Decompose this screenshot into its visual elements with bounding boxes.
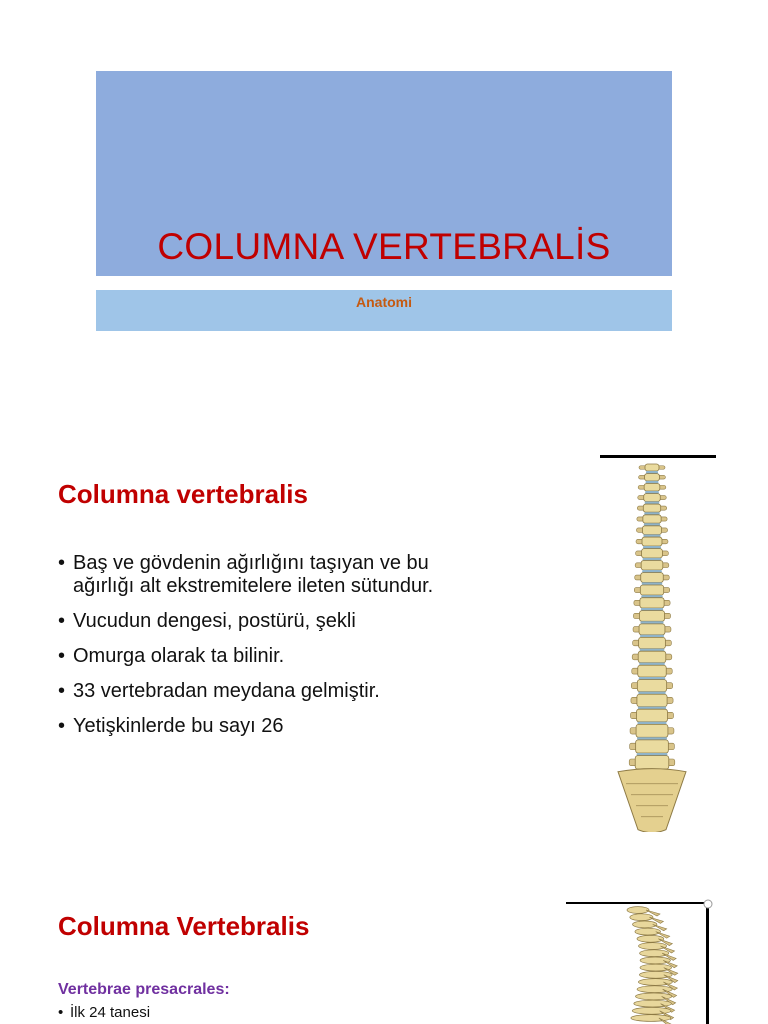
vertebra-body — [637, 694, 667, 706]
vertebral-column-lateral — [627, 907, 678, 1024]
bullet-text: İlk 24 tanesi — [70, 1004, 151, 1021]
vertebra-body — [645, 474, 660, 481]
bullet-list — [58, 552, 528, 750]
bullet-text: Baş ve gövdenin ağırlığını taşıyan ve bu — [73, 552, 429, 574]
slide-frame-line — [706, 902, 709, 1024]
bullet-text: Omurga olarak ta bilinir. — [73, 645, 285, 667]
bullet-item — [58, 1003, 150, 1023]
vertebra-body — [637, 935, 664, 942]
vertebra-body — [642, 549, 663, 558]
vertebra-body — [645, 464, 659, 471]
slide-subtitle: Anatomi — [356, 294, 412, 310]
vertebra-body — [637, 709, 668, 722]
slide-heading: Columna vertebralis — [58, 479, 308, 509]
slide-title: COLUMNA VERTEBRALİS — [157, 226, 611, 267]
slide-frame-line — [566, 902, 710, 904]
bullet-item — [58, 715, 528, 738]
vertebra-body — [631, 1015, 671, 1022]
spine-lateral-illustration — [560, 896, 720, 1024]
vertebra-body — [643, 515, 661, 523]
vertebral-column — [618, 464, 686, 832]
vertebra-body — [640, 598, 664, 608]
vertebra-body — [641, 560, 663, 570]
subtitle-banner — [96, 290, 672, 331]
vertebra-body — [635, 756, 669, 769]
bullet-item — [58, 680, 528, 703]
bullet-item — [58, 552, 528, 598]
bullet-text: ağırlığı alt ekstremitelere ileten sütundur. — [73, 575, 434, 597]
frame-handle — [704, 900, 712, 908]
bullet-text: Vucudun dengesi, postürü, şekli — [73, 610, 356, 632]
vertebra-body — [642, 537, 662, 546]
bullet-item — [58, 645, 528, 668]
vertebra-body — [639, 943, 667, 950]
vertebra-body — [640, 585, 663, 595]
vertebra-body — [643, 504, 660, 512]
vertebra-body — [638, 665, 666, 677]
vertebra-body — [638, 651, 666, 662]
title-banner — [96, 71, 672, 276]
vertebra-body — [640, 950, 669, 957]
vertebra-body — [644, 494, 661, 502]
vertebra-body — [640, 957, 670, 964]
slide-subheading: Vertebrae presacrales: — [58, 981, 230, 998]
vertebra-body — [644, 483, 660, 491]
vertebra-body — [627, 907, 649, 914]
bullet-text: Yetişkinlerde bu sayı 26 — [73, 715, 284, 737]
slide-heading: Columna Vertebralis — [58, 911, 310, 941]
vertebra-body — [641, 573, 664, 583]
bullet-text: 33 vertebradan meydana gelmiştir. — [73, 680, 380, 702]
vertebra-body — [639, 624, 665, 635]
vertebra-body — [637, 680, 666, 692]
vertebra-body — [639, 637, 666, 648]
vertebra-body — [639, 611, 664, 622]
vertebra-body — [636, 724, 668, 737]
bullet-item — [58, 610, 528, 633]
vertebra-body — [642, 526, 661, 535]
sacrum — [618, 769, 686, 832]
bullet-list — [58, 1003, 150, 1023]
vertebra-body — [636, 740, 669, 753]
spine-anterior-illustration — [590, 452, 720, 832]
slide-frame-line — [600, 455, 716, 458]
